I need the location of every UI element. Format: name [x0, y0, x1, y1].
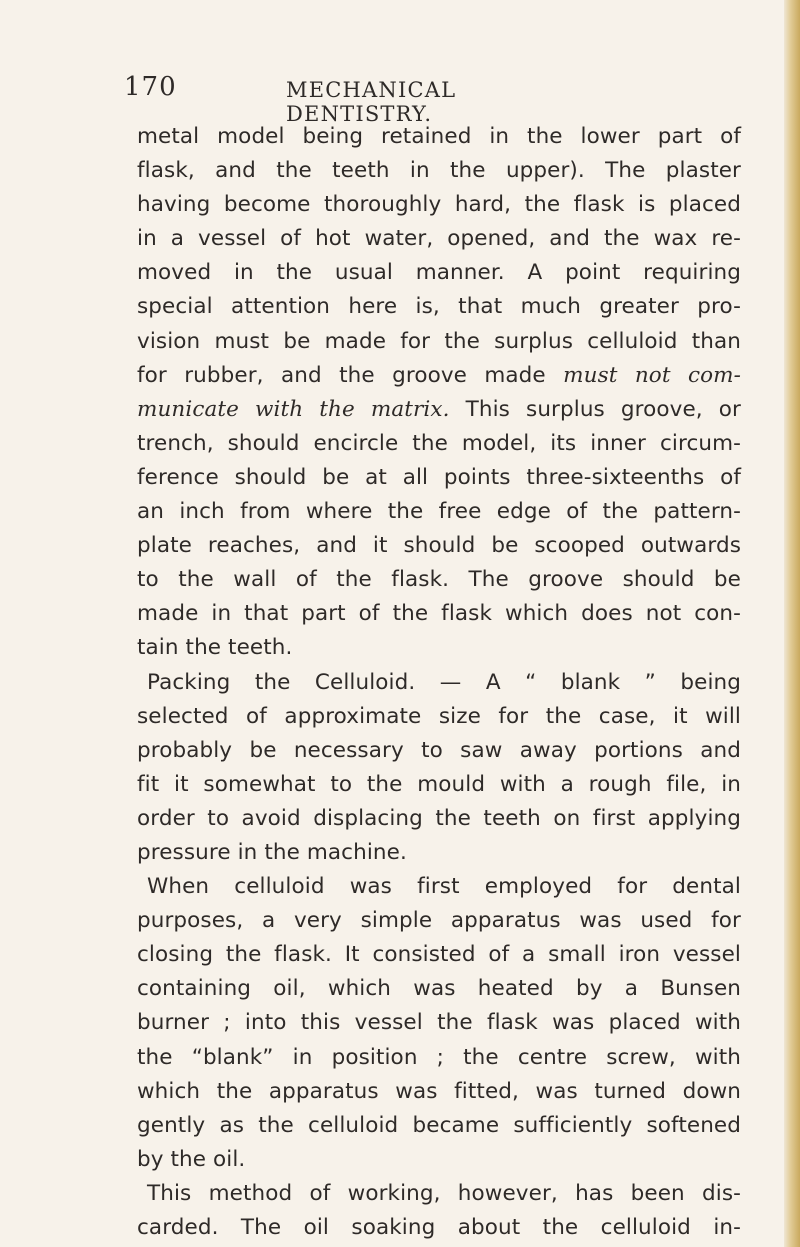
- text-line: ference should be at all points three-sixteenths of: [137, 464, 741, 490]
- text-line: selected of approximate size for the case, it will: [137, 703, 741, 729]
- text-line: having become thoroughly hard, the flask is placed: [137, 192, 741, 218]
- text-line: closing the flask. It consisted of a small iron vessel: [137, 942, 741, 968]
- text-line: the “blank” in position ; the centre screw, with: [137, 1044, 741, 1070]
- running-title: MECHANICAL DENTISTRY.: [286, 78, 457, 126]
- page-number: 170: [124, 72, 177, 102]
- text-line: probably be necessary to saw away portions and: [137, 737, 741, 763]
- body-text: [137, 120, 741, 1245]
- text-line: an inch from where the free edge of the pattern-: [137, 499, 741, 525]
- text-line: moved in the usual manner. A point requiring: [137, 260, 741, 286]
- text-line: vision must be made for the surplus celluloid than: [137, 328, 741, 354]
- text-line: This method of working, however, has been dis-: [147, 1180, 741, 1206]
- text-run: This surplus groove, or: [449, 396, 741, 422]
- text-line: plate reaches, and it should be scooped outwards: [137, 533, 741, 559]
- text-line: which the apparatus was fitted, was turned down: [137, 1078, 741, 1104]
- text-line: by the oil.: [137, 1146, 246, 1172]
- text-line: carded. The oil soaking about the celluloid in-: [137, 1215, 741, 1240]
- text-line: gently as the celluloid became sufficiently softened: [137, 1112, 741, 1138]
- text-line: [137, 359, 741, 393]
- page-header: [124, 72, 602, 126]
- section-heading-line: Packing the Celluloid. — A “ blank ” being: [147, 669, 741, 695]
- text-line: special attention here is, that much greater pro-: [137, 294, 741, 320]
- text-line: to the wall of the flask. The groove should be: [137, 567, 741, 593]
- text-line: When celluloid was first employed for dental: [147, 874, 741, 900]
- text-line: purposes, a very simple apparatus was used for: [137, 908, 741, 934]
- text-line: order to avoid displacing the teeth on first applying: [137, 805, 741, 831]
- text-line: flask, and the teeth in the upper). The plaster: [137, 158, 741, 184]
- text-line: containing oil, which was heated by a Bunsen: [137, 976, 741, 1002]
- italic-text-run: must not com-: [563, 362, 741, 388]
- text-line: [137, 393, 741, 427]
- text-line: pressure in the machine.: [137, 839, 407, 865]
- text-line: in a vessel of hot water, opened, and the wax re-: [137, 226, 741, 252]
- text-line: trench, should encircle the model, its inner circum-: [137, 430, 741, 456]
- text-line: made in that part of the flask which does not con-: [137, 601, 741, 627]
- page-edge: [784, 0, 800, 1247]
- italic-text-run: municate with the matrix.: [137, 396, 450, 422]
- text-line: metal model being retained in the lower part of: [137, 124, 741, 149]
- text-run: for rubber, and the groove made: [137, 362, 564, 388]
- text-line: fit it somewhat to the mould with a rough file, in: [137, 771, 741, 797]
- text-line: tain the teeth.: [137, 635, 293, 661]
- text-line: burner ; into this vessel the flask was placed with: [137, 1010, 741, 1036]
